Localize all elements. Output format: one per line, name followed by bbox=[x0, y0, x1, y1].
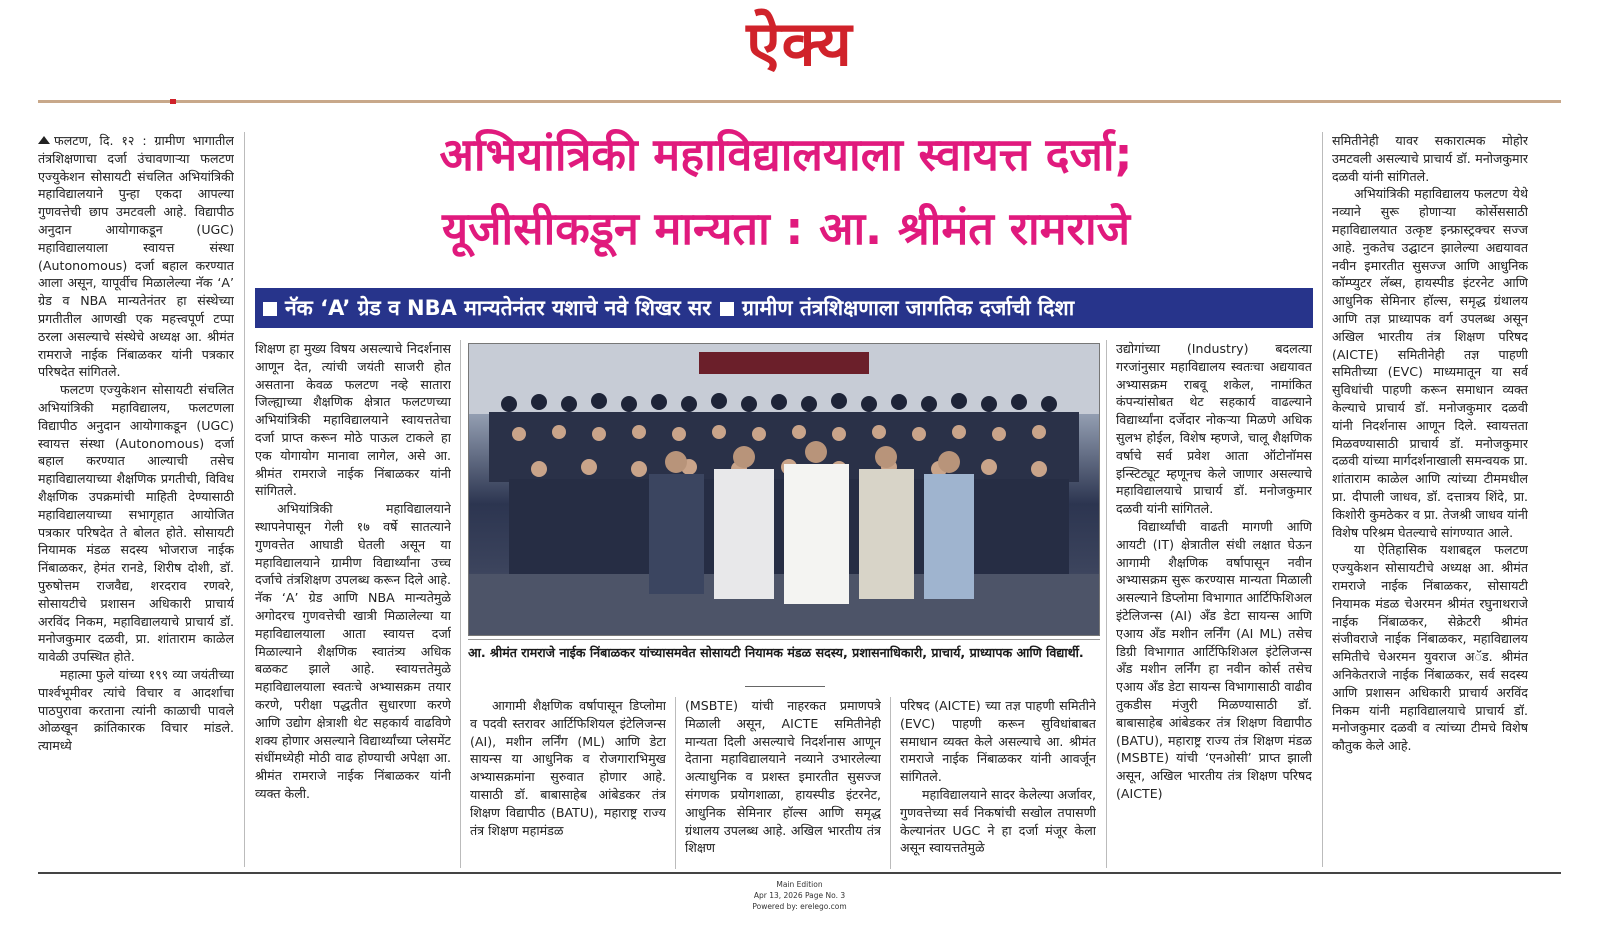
column-divider bbox=[1106, 340, 1107, 868]
article-paragraph: महाविद्यालयाने सादर केलेल्या अर्जावर, गुणवत्तेच्या सर्व निकषांची सखोल तपासणी केल्यानंतर UGC ने हा दर्जा मंजूर केला असून स्वायत्ततेमुळे bbox=[900, 786, 1096, 856]
column-divider bbox=[1322, 132, 1323, 867]
newspaper-masthead: ऐक्य bbox=[746, 7, 853, 80]
caption-end-rule bbox=[745, 686, 825, 687]
photo-caption: आ. श्रीमंत रामराजे नाईक निंबाळकर यांच्यासमवेत सोसायटी नियामक मंडळ सदस्य, प्रशासनाधिकारी, प्राचार्य, प्राध्यापक आणि विद्यार्थी. bbox=[468, 645, 1084, 660]
article-column-6 bbox=[1116, 340, 1312, 868]
square-bullet-icon bbox=[720, 302, 734, 316]
footer-date-page: Apr 13, 2026 Page No. 3 bbox=[753, 891, 846, 900]
article-paragraph: उद्योगांच्या (Industry) बदलत्या गरजांनुसार महाविद्यालय स्वतःचा अद्ययावत अभ्यासक्रम राबवू शकेल, नामांकित कंपन्यांसोबत थेट सहकार्य वाढल्याने विद्यार्थ्यांना दर्जेदार नोकऱ्या मिळणे अधिक सुलभ होईल, विशेष म्हणजे, चालू शैक्षणिक वर्षाचे सर्व प्रवेश आता ऑटोनॉमस इन्स्टिट्यूट म्हणूनच केले जाणार असल्याचे महाविद्यालयाचे प्राचार्य डॉ. मनोजकुमार दळवी यांनी सांगितले. bbox=[1116, 341, 1312, 517]
article-column-4 bbox=[685, 697, 881, 869]
article-column-3 bbox=[470, 697, 666, 869]
group-photo-illustration bbox=[469, 344, 1099, 635]
article-paragraph: विद्यार्थ्यांची वाढती मागणी आणि आयटी (IT) क्षेत्रातील संधी लक्षात घेऊन आगामी शैक्षणिक वर्षापासून नवीन अभ्यासक्रम सुरू करण्यास मान्यता मिळाली असल्याने डिप्लोमा विभागात आर्टिफिशिअल इंटेलिजन्स (AI) अँड डेटा सायन्स आणि एआय अँड मशीन लर्निंग (AI ML) तसेच डिग्री विभागात आर्टिफिशिअल इंटेलिजन्स अँड मशीन लर्निंग हा नवीन कोर्स तसेच एआय अँड डेटा सायन्स विभागासाठी वाढीव तुकडीस मंजुरी मिळण्यासाठी डॉ. बाबासाहेब आंबेडकर तंत्र शिक्षण विद्यापीठ (BATU), महाराष्ट्र राज्य तंत्र शिक्षण मंडळ (MSBTE) यांची ‘एनओसी’ प्राप्त झाली असून, अखिल भारतीय तंत्र शिक्षण परिषद (AICTE) bbox=[1116, 518, 1312, 801]
masthead-divider-accent bbox=[170, 99, 176, 104]
caption-divider bbox=[468, 639, 1100, 640]
article-column-1 bbox=[38, 132, 234, 870]
article-column-5 bbox=[900, 697, 1096, 869]
page-footer bbox=[0, 879, 1599, 912]
article-paragraph: शिक्षण हा मुख्य विषय असल्याचे निदर्शनास आणून देत, त्यांची जयंती साजरी होत असताना केवळ फलटण नव्हे सातारा जिल्ह्याच्या शैक्षणिक क्षेत्रात फलटणच्या अभियांत्रिकी महाविद्यालयाने स्वायत्ततेचा दर्जा प्राप्त करून मोठे पाऊल टाकले हा एक योगायोग मानावा लागेल, असे आ. श्रीमंत रामराजे नाईक निंबाळकर यांनी सांगितले. bbox=[255, 341, 451, 499]
dateline-marker-icon bbox=[38, 136, 50, 144]
article-column-2 bbox=[255, 340, 451, 868]
article-paragraph: परिषद (AICTE) च्या तज्ञ पाहणी समितीने (EVC) पाहणी करून सुविधांबाबत समाधान व्यक्त केले असल्याचे आ. श्रीमंत रामराजे नाईक निंबाळकर यांनी आवर्जून सांगितले. bbox=[900, 698, 1096, 785]
headline-line-1: अभियांत्रिकी महाविद्यालयाला स्वायत्त दर्जा; bbox=[439, 128, 1133, 181]
headline-line-2: यूजीसीकडून मान्यता : आ. श्रीमंत रामराजे bbox=[442, 202, 1130, 255]
column-divider bbox=[244, 132, 245, 867]
group-photo bbox=[468, 343, 1100, 636]
footer-powered-by: Powered by: erelego.com bbox=[752, 902, 847, 911]
subheadline-part-2: ग्रामीण तंत्रशिक्षणाला जागतिक दर्जाची दिशा bbox=[742, 296, 1075, 320]
article-paragraph: (MSBTE) यांची नाहरकत प्रमाणपत्रे मिळाली असून, AICTE समितीनेही मान्यता दिली असल्याचे निदर्शनास आणून देताना महाविद्यालयाने नव्याने उभारलेल्या अत्याधुनिक व प्रशस्त इमारतीत सुसज्ज संगणक प्रयोगशाळा, हायस्पीड इंटरनेट, आधुनिक सेमिनार हॉल्स आणि समृद्ध ग्रंथालय उपलब्ध आहे. अखिल भारतीय तंत्र शिक्षण bbox=[685, 698, 881, 856]
footer-divider bbox=[38, 872, 1561, 874]
subheadline-part-1: नॅक ‘A’ ग्रेड व NBA मान्यतेनंतर यशाचे नवे शिखर सर bbox=[285, 296, 711, 320]
article-paragraph: आगामी शैक्षणिक वर्षापासून डिप्लोमा व पदवी स्तरावर आर्टिफिशियल इंटेलिजन्स (AI), मशीन लर्निंग (ML) आणि डेटा सायन्स या आधुनिक व रोजगाराभिमुख अभ्यासक्रमांना सुरुवात होणार आहे. यासाठी डॉ. बाबासाहेब आंबेडकर तंत्र शिक्षण विद्यापीठ (BATU), महाराष्ट्र राज्य तंत्र शिक्षण महामंडळ bbox=[470, 698, 666, 838]
article-paragraph: फलटण एज्युकेशन सोसायटी संचलित अभियांत्रिकी महाविद्यालय, फलटणला विद्यापीठ अनुदान आयोगाकडून (UGC) स्वायत्त संस्था (Autonomous) दर्जा बहाल करण्यात आल्याची तसेच महाविद्यालयाच्या शैक्षणिक प्रगतीची, विविध शैक्षणिक उपक्रमांची माहिती देण्यासाठी महाविद्यालयाच्या सभागृहात आयोजित पत्रकार परिषदेत ते बोलत होते. सोसायटी नियामक मंडळ सदस्य भोजराज नाईक निंबाळकर, हेमंत रानडे, शिरीष दोशी, डॉ. पुरुषोत्तम राजवैद्य, शरदराव रणवरे, सोसायटीचे प्रशासन अधिकारी प्राचार्य अरविंद निकम, महाविद्यालयाचे प्राचार्य डॉ. मनोजकुमार दळवी, प्रा. शांताराम काळेल यावेळी उपस्थित होते. bbox=[38, 382, 234, 665]
column-divider bbox=[460, 340, 461, 868]
article-paragraph: अभियांत्रिकी महाविद्यालयाने स्थापनेपासून गेली १७ वर्षे सातत्याने गुणवत्तेत आघाडी घेतली असून या महाविद्यालयाने ग्रामीण विद्यार्थ्यांना उच्च दर्जाचे तंत्रशिक्षण उपलब्ध करून दिले आहे. नॅक ‘A’ ग्रेड आणि NBA मान्यतेमुळे अगोदरच गुणवत्तेची खात्री मिळालेल्या या महाविद्यालयाला आता स्वायत्त दर्जा मिळाल्याने शैक्षणिक स्वातंत्र्य अधिक बळकट झाले आहे. स्वायत्ततेमुळे महाविद्यालयाला स्वतःचे अभ्यासक्रम तयार करणे, परीक्षा पद्धतीत सुधारणा करणे आणि उद्योग क्षेत्राशी थेट सहकार्य वाढविणे शक्य होणार असल्याने विद्यार्थ्यांच्या प्लेसमेंट संधींमध्येही मोठी वाढ होण्याची अपेक्षा आ. श्रीमंत रामराजे नाईक निंबाळकर यांनी व्यक्त केली. bbox=[255, 501, 451, 801]
main-headline bbox=[255, 118, 1317, 266]
column-divider bbox=[890, 697, 891, 869]
article-paragraph: फलटण, दि. १२ : ग्रामीण भागातील तंत्रशिक्षणाचा दर्जा उंचावणाऱ्या फलटण एज्युकेशन सोसायटी संचलित अभियांत्रिकी महाविद्यालयाने पुन्हा एकदा आपल्या गुणवत्तेची छाप उमटवली आहे. विद्यापीठ अनुदान आयोगाकडून (UGC) महाविद्यालयाला स्वायत्त संस्था (Autonomous) दर्जा बहाल करण्यात आला असून, यापूर्वीच मिळालेल्या नॅक ‘A’ ग्रेड व NBA मान्यतेनंतर हा संस्थेच्या प्रगतीतील आणखी एक महत्त्वपूर्ण टप्पा ठरला असल्याचे संस्थेचे अध्यक्ष आ. श्रीमंत रामराजे नाईक निंबाळकर यांनी पत्रकार परिषदेत सांगितले. bbox=[38, 133, 234, 380]
subheadline-bar bbox=[255, 288, 1313, 328]
article-paragraph: समितीनेही यावर सकारात्मक मोहोर उमटवली असल्याचे प्राचार्य डॉ. मनोजकुमार दळवी यांनी सांगितले. bbox=[1332, 133, 1528, 184]
article-paragraph: अभियांत्रिकी महाविद्यालय फलटण येथे नव्याने सुरू होणाऱ्या कोर्सेससाठी महाविद्यालयात उत्कृष्ट इन्फ्रास्ट्रक्चर सज्ज आहे. नुकतेच उद्घाटन झालेल्या अद्ययावत नवीन इमारतीत सुसज्ज आणि आधुनिक कॉम्प्युटर लॅब्स, हायस्पीड इंटरनेट आणि आधुनिक सेमिनार हॉल्स, समृद्ध ग्रंथालय आणि तज्ञ प्राध्यापक वर्ग उपलब्ध असून अखिल भारतीय तंत्र शिक्षण परिषद (AICTE) समितीनेही तज्ञ पाहणी समितीच्या (EVC) माध्यमातून या सर्व सुविधांची पाहणी करून समाधान व्यक्त केल्याचे प्राचार्य डॉ. मनोजकुमार दळवी यांनी निदर्शनास आणून दिले. स्वायत्तता मिळवण्यासाठी प्राचार्य डॉ. मनोजकुमार दळवी यांच्या मार्गदर्शनाखाली समन्वयक प्रा. शांताराम काळेल आणि त्यांच्या टीममधील प्रा. दीपाली जाधव, डॉ. दत्तात्रय शिंदे, प्रा. किशोरी कुमठेकर व प्रा. तेजश्री जाधव यांनी विशेष परिश्रम घेतल्याचे सांगण्यात आले. bbox=[1332, 186, 1528, 540]
article-column-7 bbox=[1332, 132, 1528, 870]
article-paragraph: महात्मा फुले यांच्या १९९ व्या जयंतीच्या पार्श्वभूमीवर त्यांचे विचार व आदर्शाचा पाठपुरावा करताना त्यांनी काळाची पावले ओळखून क्रांतिकारक विचार मांडले. त्यामध्ये bbox=[38, 666, 234, 754]
footer-edition: Main Edition bbox=[776, 880, 823, 889]
article-paragraph: या ऐतिहासिक यशाबद्दल फलटण एज्युकेशन सोसायटीचे अध्यक्ष आ. श्रीमंत रामराजे नाईक निंबाळकर, सोसायटी नियामक मंडळ चेअरमन श्रीमंत रघुनाथराजे नाईक निंबाळकर, सेक्रेटरी श्रीमंत संजीवराजे नाईक निंबाळकर, महाविद्यालय समितीचे चेअरमन युवराज अॅड. श्रीमंत अनिकेतराजे नाईक निंबाळकर, सर्व सदस्य आणि प्रशासन अधिकारी प्राचार्य अरविंद निकम यांनी महाविद्यालयाचे प्राचार्य डॉ. मनोजकुमार दळवी व त्यांच्या टीमचे विशेष कौतुक केले आहे. bbox=[1332, 542, 1528, 754]
column-divider bbox=[675, 697, 676, 869]
masthead-divider bbox=[38, 100, 1561, 103]
square-bullet-icon bbox=[263, 302, 277, 316]
